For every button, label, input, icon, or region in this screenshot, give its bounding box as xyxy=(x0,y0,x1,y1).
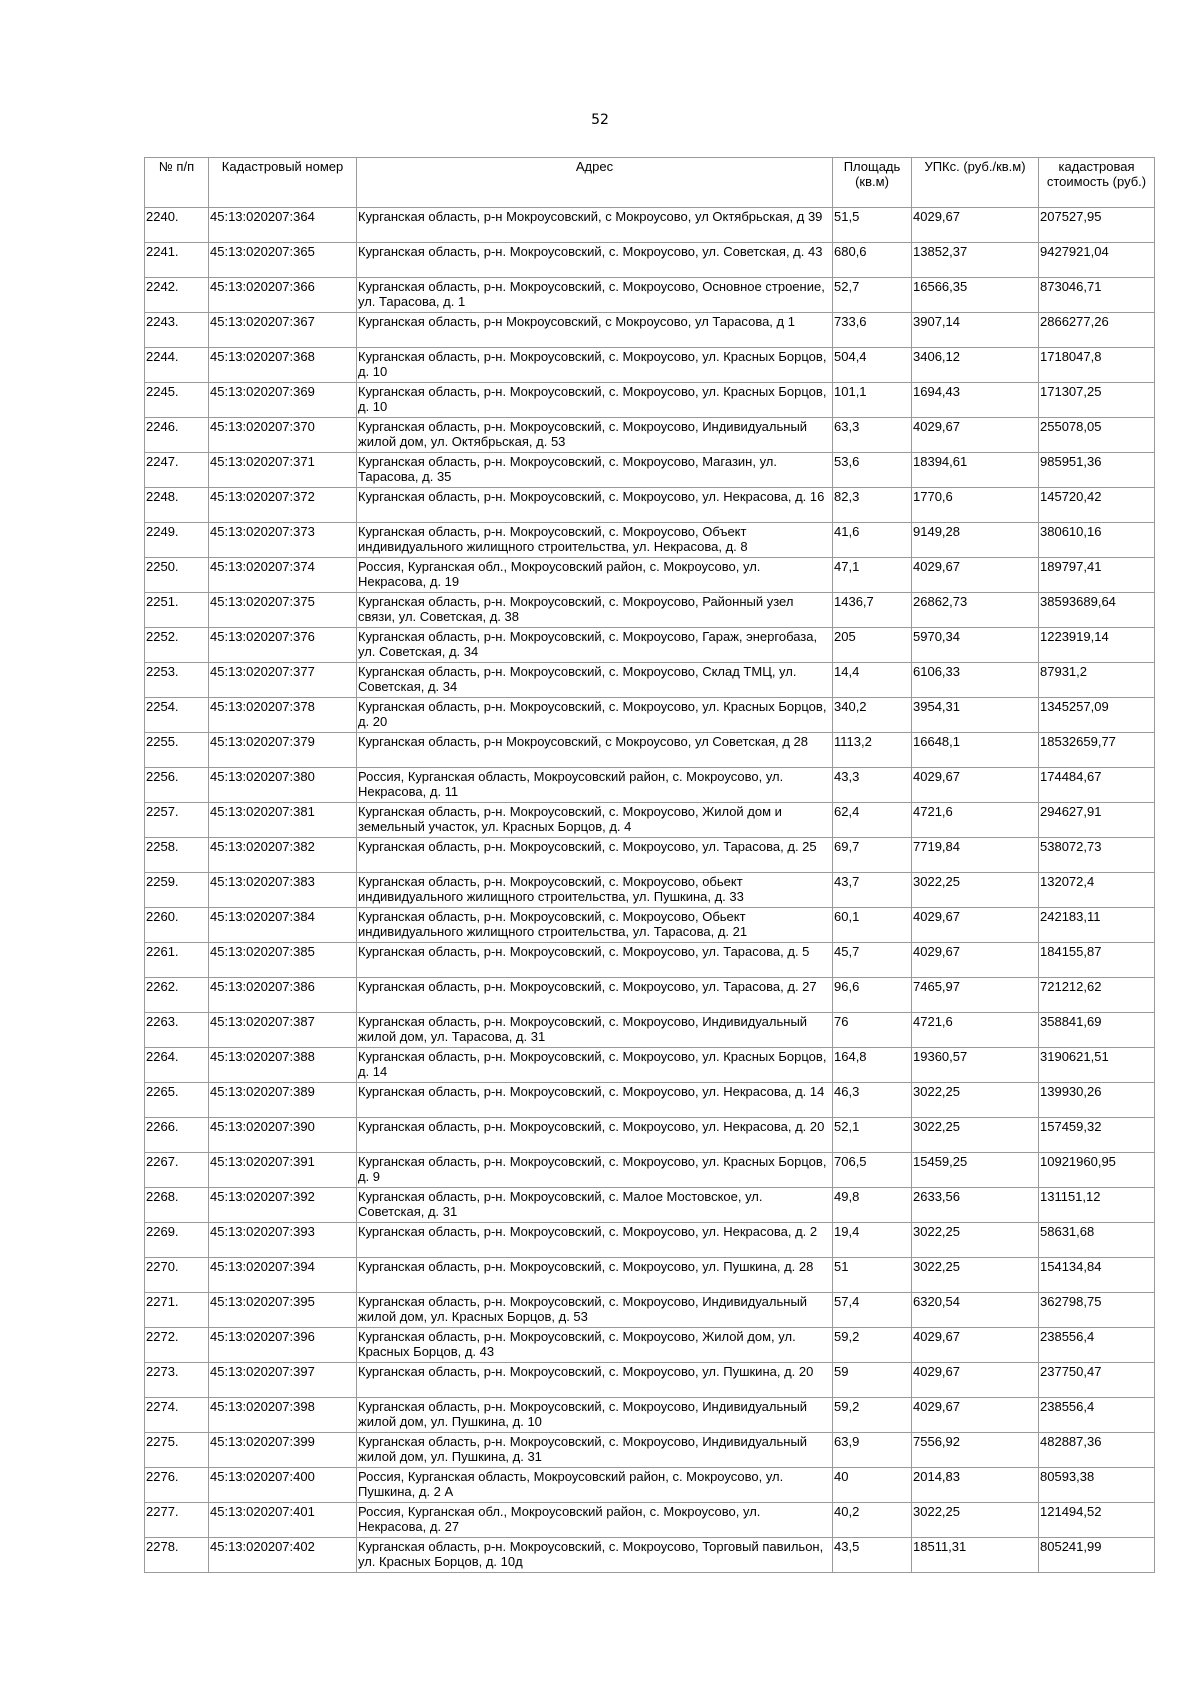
cell-area: 45,7 xyxy=(833,943,912,978)
cell-num: 2250. xyxy=(145,558,209,593)
cell-num: 2267. xyxy=(145,1153,209,1188)
table-row xyxy=(145,558,1155,593)
cell-num: 2246. xyxy=(145,418,209,453)
table-row xyxy=(145,348,1155,383)
cell-cadastral-number: 45:13:020207:372 xyxy=(209,488,357,523)
cell-address: Курганская область, р-н. Мокроусовский, с. Мокроусово, Районный узел связи, ул. Советская, д. 38 xyxy=(357,593,833,628)
cell-cadastral-cost: 482887,36 xyxy=(1039,1433,1155,1468)
cell-area: 69,7 xyxy=(833,838,912,873)
cell-address: Курганская область, р-н. Мокроусовский, с. Мокроусово, Магазин, ул. Тарасова, д. 35 xyxy=(357,453,833,488)
cell-upks: 13852,37 xyxy=(912,243,1039,278)
table-row xyxy=(145,733,1155,768)
cell-address: Курганская область, р-н Мокроусовский, с Мокроусово, ул Октябрьская, д 39 xyxy=(357,208,833,243)
cell-cadastral-cost: 538072,73 xyxy=(1039,838,1155,873)
cell-cadastral-number: 45:13:020207:376 xyxy=(209,628,357,663)
cell-upks: 3022,25 xyxy=(912,1118,1039,1153)
cell-cadastral-cost: 171307,25 xyxy=(1039,383,1155,418)
cell-upks: 7719,84 xyxy=(912,838,1039,873)
cell-area: 76 xyxy=(833,1013,912,1048)
cell-num: 2271. xyxy=(145,1293,209,1328)
cell-num: 2262. xyxy=(145,978,209,1013)
cell-cadastral-cost: 9427921,04 xyxy=(1039,243,1155,278)
cell-address: Курганская область, р-н. Мокроусовский, с. Мокроусово, Индивидуальный жилой дом, ул. Красных Борцов, д. 53 xyxy=(357,1293,833,1328)
cell-num: 2251. xyxy=(145,593,209,628)
cell-upks: 3954,31 xyxy=(912,698,1039,733)
cell-num: 2270. xyxy=(145,1258,209,1293)
cell-upks: 3022,25 xyxy=(912,1258,1039,1293)
cell-upks: 7465,97 xyxy=(912,978,1039,1013)
cell-upks: 4029,67 xyxy=(912,768,1039,803)
cell-upks: 4029,67 xyxy=(912,208,1039,243)
cell-area: 733,6 xyxy=(833,313,912,348)
cell-upks: 3022,25 xyxy=(912,1083,1039,1118)
cell-cadastral-cost: 985951,36 xyxy=(1039,453,1155,488)
cell-address: Курганская область, р-н Мокроусовский, с Мокроусово, ул Тарасова, д 1 xyxy=(357,313,833,348)
cell-address: Курганская область, р-н. Мокроусовский, с. Малое Мостовское, ул. Советская, д. 31 xyxy=(357,1188,833,1223)
cell-address: Курганская область, р-н. Мокроусовский, с. Мокроусово, ул. Пушкина, д. 28 xyxy=(357,1258,833,1293)
table-row xyxy=(145,698,1155,733)
cell-area: 1113,2 xyxy=(833,733,912,768)
cell-num: 2249. xyxy=(145,523,209,558)
table-body xyxy=(145,208,1155,1573)
cell-upks: 1694,43 xyxy=(912,383,1039,418)
cell-address: Курганская область, р-н. Мокроусовский, с. Мокроусово, Гараж, энергобаза, ул. Советская, д. 34 xyxy=(357,628,833,663)
page-number: 52 xyxy=(591,112,609,128)
cell-cadastral-cost: 362798,75 xyxy=(1039,1293,1155,1328)
cell-area: 46,3 xyxy=(833,1083,912,1118)
cell-cadastral-number: 45:13:020207:383 xyxy=(209,873,357,908)
cell-cadastral-number: 45:13:020207:401 xyxy=(209,1503,357,1538)
cell-address: Курганская область, р-н. Мокроусовский, с. Мокроусово, ул. Некрасова, д. 2 xyxy=(357,1223,833,1258)
cell-address: Курганская область, р-н. Мокроусовский, с. Мокроусово, ул. Некрасова, д. 16 xyxy=(357,488,833,523)
cell-cadastral-number: 45:13:020207:387 xyxy=(209,1013,357,1048)
cell-cadastral-number: 45:13:020207:399 xyxy=(209,1433,357,1468)
cell-num: 2276. xyxy=(145,1468,209,1503)
cell-upks: 19360,57 xyxy=(912,1048,1039,1083)
cell-num: 2260. xyxy=(145,908,209,943)
cell-cadastral-number: 45:13:020207:371 xyxy=(209,453,357,488)
cell-num: 2259. xyxy=(145,873,209,908)
cell-area: 57,4 xyxy=(833,1293,912,1328)
cell-num: 2272. xyxy=(145,1328,209,1363)
cell-address: Курганская область, р-н. Мокроусовский, с. Мокроусово, ул. Тарасова, д. 27 xyxy=(357,978,833,1013)
cell-cadastral-number: 45:13:020207:395 xyxy=(209,1293,357,1328)
table-row xyxy=(145,1433,1155,1468)
table-row xyxy=(145,1363,1155,1398)
cell-cadastral-cost: 237750,47 xyxy=(1039,1363,1155,1398)
table-row xyxy=(145,1188,1155,1223)
cell-cadastral-cost: 58631,68 xyxy=(1039,1223,1155,1258)
cell-address: Россия, Курганская обл., Мокроусовский район, с. Мокроусово, ул. Некрасова, д. 27 xyxy=(357,1503,833,1538)
cell-area: 14,4 xyxy=(833,663,912,698)
cell-upks: 3022,25 xyxy=(912,1503,1039,1538)
cell-area: 43,3 xyxy=(833,768,912,803)
cell-cadastral-number: 45:13:020207:402 xyxy=(209,1538,357,1573)
cell-address: Курганская область, р-н. Мокроусовский, с. Мокроусово, ул. Тарасова, д. 25 xyxy=(357,838,833,873)
cell-address: Курганская область, р-н. Мокроусовский, с. Мокроусово, ул. Некрасова, д. 20 xyxy=(357,1118,833,1153)
cell-cadastral-number: 45:13:020207:368 xyxy=(209,348,357,383)
cell-address: Курганская область, р-н. Мокроусовский, с. Мокроусово, Основное строение, ул. Тарасова, д. 1 xyxy=(357,278,833,313)
cell-upks: 3907,14 xyxy=(912,313,1039,348)
cell-upks: 15459,25 xyxy=(912,1153,1039,1188)
cell-upks: 4029,67 xyxy=(912,558,1039,593)
cell-cadastral-number: 45:13:020207:388 xyxy=(209,1048,357,1083)
cell-address: Курганская область, р-н. Мокроусовский, с. Мокроусово, ул. Пушкина, д. 20 xyxy=(357,1363,833,1398)
cell-area: 52,1 xyxy=(833,1118,912,1153)
cell-address: Курганская область, р-н. Мокроусовский, с. Мокроусово, ул. Красных Борцов, д. 20 xyxy=(357,698,833,733)
cell-num: 2273. xyxy=(145,1363,209,1398)
cell-cadastral-number: 45:13:020207:369 xyxy=(209,383,357,418)
cell-num: 2268. xyxy=(145,1188,209,1223)
table-row xyxy=(145,488,1155,523)
cell-cadastral-number: 45:13:020207:380 xyxy=(209,768,357,803)
cell-address: Курганская область, р-н. Мокроусовский, с. Мокроусово, ул. Красных Борцов, д. 10 xyxy=(357,348,833,383)
cell-cadastral-number: 45:13:020207:400 xyxy=(209,1468,357,1503)
cell-num: 2274. xyxy=(145,1398,209,1433)
cell-cadastral-cost: 174484,67 xyxy=(1039,768,1155,803)
cell-cadastral-cost: 121494,52 xyxy=(1039,1503,1155,1538)
cell-upks: 4721,6 xyxy=(912,803,1039,838)
cell-area: 59 xyxy=(833,1363,912,1398)
cell-area: 96,6 xyxy=(833,978,912,1013)
cell-area: 52,7 xyxy=(833,278,912,313)
cell-address: Курганская область, р-н. Мокроусовский, с. Мокроусово, Жилой дом, ул. Красных Борцов, д. 43 xyxy=(357,1328,833,1363)
cell-cadastral-cost: 805241,99 xyxy=(1039,1538,1155,1573)
cell-cadastral-number: 45:13:020207:393 xyxy=(209,1223,357,1258)
cell-cadastral-cost: 139930,26 xyxy=(1039,1083,1155,1118)
cell-address: Курганская область, р-н. Мокроусовский, с. Мокроусово, ул. Красных Борцов, д. 14 xyxy=(357,1048,833,1083)
cell-num: 2264. xyxy=(145,1048,209,1083)
cell-upks: 4029,67 xyxy=(912,1398,1039,1433)
cell-cadastral-number: 45:13:020207:375 xyxy=(209,593,357,628)
cell-address: Россия, Курганская обл., Мокроусовский район, с. Мокроусово, ул. Некрасова, д. 19 xyxy=(357,558,833,593)
cell-cadastral-number: 45:13:020207:378 xyxy=(209,698,357,733)
table-row xyxy=(145,1153,1155,1188)
cell-upks: 1770,6 xyxy=(912,488,1039,523)
cell-cadastral-cost: 18532659,77 xyxy=(1039,733,1155,768)
table-row xyxy=(145,628,1155,663)
cell-address: Курганская область, р-н. Мокроусовский, с. Мокроусово, Объект индивидуального жилищного строительства, ул. Некрасова, д. 8 xyxy=(357,523,833,558)
table-row xyxy=(145,593,1155,628)
cell-area: 59,2 xyxy=(833,1398,912,1433)
cell-num: 2266. xyxy=(145,1118,209,1153)
cell-upks: 26862,73 xyxy=(912,593,1039,628)
cell-upks: 2014,83 xyxy=(912,1468,1039,1503)
cell-area: 51 xyxy=(833,1258,912,1293)
cell-address: Курганская область, р-н. Мокроусовский, с. Мокроусово, Торговый павильон, ул. Красных Борцов, д. 10д xyxy=(357,1538,833,1573)
cell-cadastral-cost: 873046,71 xyxy=(1039,278,1155,313)
table-row xyxy=(145,278,1155,313)
cell-cadastral-number: 45:13:020207:392 xyxy=(209,1188,357,1223)
table-row xyxy=(145,663,1155,698)
cell-upks: 4721,6 xyxy=(912,1013,1039,1048)
cell-cadastral-number: 45:13:020207:390 xyxy=(209,1118,357,1153)
cell-cadastral-number: 45:13:020207:382 xyxy=(209,838,357,873)
cell-upks: 6320,54 xyxy=(912,1293,1039,1328)
cell-cadastral-number: 45:13:020207:396 xyxy=(209,1328,357,1363)
table-row xyxy=(145,908,1155,943)
cell-upks: 5970,34 xyxy=(912,628,1039,663)
cell-address: Курганская область, р-н. Мокроусовский, с. Мокроусово, ул. Некрасова, д. 14 xyxy=(357,1083,833,1118)
cell-cadastral-number: 45:13:020207:386 xyxy=(209,978,357,1013)
cell-upks: 7556,92 xyxy=(912,1433,1039,1468)
cell-cadastral-number: 45:13:020207:377 xyxy=(209,663,357,698)
cell-cadastral-cost: 184155,87 xyxy=(1039,943,1155,978)
cell-address: Курганская область, р-н. Мокроусовский, с. Мокроусово, Обьект индивидуального жилищного строительства, ул. Тарасова, д. 21 xyxy=(357,908,833,943)
cell-cadastral-cost: 1718047,8 xyxy=(1039,348,1155,383)
cell-cadastral-cost: 1223919,14 xyxy=(1039,628,1155,663)
cell-area: 47,1 xyxy=(833,558,912,593)
cell-area: 1436,7 xyxy=(833,593,912,628)
cell-cadastral-number: 45:13:020207:384 xyxy=(209,908,357,943)
cell-num: 2252. xyxy=(145,628,209,663)
table-row xyxy=(145,1013,1155,1048)
cell-num: 2248. xyxy=(145,488,209,523)
cell-cadastral-cost: 132072,4 xyxy=(1039,873,1155,908)
cell-cadastral-number: 45:13:020207:389 xyxy=(209,1083,357,1118)
cell-cadastral-cost: 238556,4 xyxy=(1039,1398,1155,1433)
cell-cadastral-cost: 255078,05 xyxy=(1039,418,1155,453)
cell-area: 82,3 xyxy=(833,488,912,523)
cell-address: Курганская область, р-н. Мокроусовский, с. Мокроусово, Индивидуальный жилой дом, ул. Пушкина, д. 31 xyxy=(357,1433,833,1468)
header-cadastral-cost: кадастровая стоимость (руб.) xyxy=(1039,158,1155,208)
cell-area: 19,4 xyxy=(833,1223,912,1258)
cell-area: 680,6 xyxy=(833,243,912,278)
cell-num: 2240. xyxy=(145,208,209,243)
cell-area: 51,5 xyxy=(833,208,912,243)
cell-cadastral-cost: 80593,38 xyxy=(1039,1468,1155,1503)
cell-cadastral-number: 45:13:020207:391 xyxy=(209,1153,357,1188)
cell-upks: 16566,35 xyxy=(912,278,1039,313)
cell-area: 63,3 xyxy=(833,418,912,453)
cell-address: Россия, Курганская область, Мокроусовский район, с. Мокроусово, ул. Некрасова, д. 11 xyxy=(357,768,833,803)
cell-address: Курганская область, р-н Мокроусовский, с Мокроусово, ул Советская, д 28 xyxy=(357,733,833,768)
cell-address: Курганская область, р-н. Мокроусовский, с. Мокроусово, Индивидуальный жилой дом, ул. Октябрьская, д. 53 xyxy=(357,418,833,453)
cell-cadastral-cost: 87931,2 xyxy=(1039,663,1155,698)
cell-cadastral-cost: 358841,69 xyxy=(1039,1013,1155,1048)
cell-upks: 6106,33 xyxy=(912,663,1039,698)
table-row xyxy=(145,383,1155,418)
cell-area: 164,8 xyxy=(833,1048,912,1083)
cell-num: 2257. xyxy=(145,803,209,838)
cell-upks: 3022,25 xyxy=(912,1223,1039,1258)
cell-cadastral-cost: 2866277,26 xyxy=(1039,313,1155,348)
cell-cadastral-number: 45:13:020207:367 xyxy=(209,313,357,348)
cell-upks: 4029,67 xyxy=(912,908,1039,943)
header-area: Площадь (кв.м) xyxy=(833,158,912,208)
table-row xyxy=(145,873,1155,908)
cell-num: 2254. xyxy=(145,698,209,733)
cell-num: 2263. xyxy=(145,1013,209,1048)
table-row xyxy=(145,1398,1155,1433)
cell-area: 63,9 xyxy=(833,1433,912,1468)
table-row xyxy=(145,523,1155,558)
table-row xyxy=(145,1293,1155,1328)
header-address: Адрес xyxy=(357,158,833,208)
cell-cadastral-cost: 1345257,09 xyxy=(1039,698,1155,733)
cell-num: 2253. xyxy=(145,663,209,698)
cell-area: 40 xyxy=(833,1468,912,1503)
table-row xyxy=(145,453,1155,488)
cell-cadastral-cost: 207527,95 xyxy=(1039,208,1155,243)
cell-area: 340,2 xyxy=(833,698,912,733)
table-row xyxy=(145,1468,1155,1503)
cell-cadastral-cost: 380610,16 xyxy=(1039,523,1155,558)
table-row xyxy=(145,1503,1155,1538)
cell-area: 62,4 xyxy=(833,803,912,838)
cell-upks: 4029,67 xyxy=(912,1328,1039,1363)
cell-cadastral-cost: 3190621,51 xyxy=(1039,1048,1155,1083)
cell-area: 205 xyxy=(833,628,912,663)
cell-cadastral-number: 45:13:020207:370 xyxy=(209,418,357,453)
cell-upks: 4029,67 xyxy=(912,418,1039,453)
cell-area: 59,2 xyxy=(833,1328,912,1363)
cell-num: 2241. xyxy=(145,243,209,278)
cell-area: 41,6 xyxy=(833,523,912,558)
cell-num: 2242. xyxy=(145,278,209,313)
table-row xyxy=(145,1118,1155,1153)
cell-area: 43,5 xyxy=(833,1538,912,1573)
cell-cadastral-number: 45:13:020207:394 xyxy=(209,1258,357,1293)
header-row xyxy=(145,158,1155,208)
cell-num: 2277. xyxy=(145,1503,209,1538)
cell-cadastral-cost: 157459,32 xyxy=(1039,1118,1155,1153)
cell-cadastral-cost: 131151,12 xyxy=(1039,1188,1155,1223)
table-row xyxy=(145,313,1155,348)
table-row xyxy=(145,208,1155,243)
table-row xyxy=(145,1223,1155,1258)
cell-address: Курганская область, р-н. Мокроусовский, с. Мокроусово, ул. Красных Борцов, д. 10 xyxy=(357,383,833,418)
cell-area: 101,1 xyxy=(833,383,912,418)
cell-num: 2256. xyxy=(145,768,209,803)
cell-upks: 4029,67 xyxy=(912,943,1039,978)
table-row xyxy=(145,803,1155,838)
cell-num: 2265. xyxy=(145,1083,209,1118)
cell-cadastral-cost: 238556,4 xyxy=(1039,1328,1155,1363)
cell-cadastral-number: 45:13:020207:366 xyxy=(209,278,357,313)
cadastral-table xyxy=(144,157,1155,1573)
cell-num: 2244. xyxy=(145,348,209,383)
cell-cadastral-cost: 242183,11 xyxy=(1039,908,1155,943)
cell-cadastral-cost: 721212,62 xyxy=(1039,978,1155,1013)
cell-cadastral-cost: 145720,42 xyxy=(1039,488,1155,523)
table-row xyxy=(145,978,1155,1013)
cell-area: 43,7 xyxy=(833,873,912,908)
header-num: № п/п xyxy=(145,158,209,208)
cell-cadastral-cost: 154134,84 xyxy=(1039,1258,1155,1293)
cell-upks: 2633,56 xyxy=(912,1188,1039,1223)
cell-cadastral-cost: 189797,41 xyxy=(1039,558,1155,593)
cell-cadastral-number: 45:13:020207:398 xyxy=(209,1398,357,1433)
table-row xyxy=(145,768,1155,803)
cell-num: 2261. xyxy=(145,943,209,978)
cell-num: 2245. xyxy=(145,383,209,418)
table-row xyxy=(145,943,1155,978)
cell-area: 53,6 xyxy=(833,453,912,488)
cell-address: Россия, Курганская область, Мокроусовский район, с. Мокроусово, ул. Пушкина, д. 2 А xyxy=(357,1468,833,1503)
cell-upks: 18511,31 xyxy=(912,1538,1039,1573)
cell-num: 2243. xyxy=(145,313,209,348)
table-row xyxy=(145,1538,1155,1573)
cell-address: Курганская область, р-н. Мокроусовский, с. Мокроусово, ул. Красных Борцов, д. 9 xyxy=(357,1153,833,1188)
cell-upks: 9149,28 xyxy=(912,523,1039,558)
header-upks: УПКс. (руб./кв.м) xyxy=(912,158,1039,208)
cell-address: Курганская область, р-н. Мокроусовский, с. Мокроусово, Склад ТМЦ, ул. Советская, д. 34 xyxy=(357,663,833,698)
cell-area: 706,5 xyxy=(833,1153,912,1188)
cell-address: Курганская область, р-н. Мокроусовский, с. Мокроусово, ул. Тарасова, д. 5 xyxy=(357,943,833,978)
cell-cadastral-number: 45:13:020207:381 xyxy=(209,803,357,838)
cell-num: 2247. xyxy=(145,453,209,488)
cell-area: 40,2 xyxy=(833,1503,912,1538)
cell-cadastral-number: 45:13:020207:379 xyxy=(209,733,357,768)
table-row xyxy=(145,1258,1155,1293)
header-cadastral-number: Кадастровый номер xyxy=(209,158,357,208)
cell-cadastral-number: 45:13:020207:364 xyxy=(209,208,357,243)
cell-cadastral-number: 45:13:020207:365 xyxy=(209,243,357,278)
cell-upks: 16648,1 xyxy=(912,733,1039,768)
table-row xyxy=(145,1328,1155,1363)
table-row xyxy=(145,243,1155,278)
cell-cadastral-number: 45:13:020207:374 xyxy=(209,558,357,593)
cell-cadastral-cost: 294627,91 xyxy=(1039,803,1155,838)
cell-num: 2278. xyxy=(145,1538,209,1573)
cell-address: Курганская область, р-н. Мокроусовский, с. Мокроусово, Жилой дом и земельный участок, ул. Красных Борцов, д. 4 xyxy=(357,803,833,838)
cell-address: Курганская область, р-н. Мокроусовский, с. Мокроусово, обьект индивидуального жилищного строительства, ул. Пушкина, д. 33 xyxy=(357,873,833,908)
cell-area: 504,4 xyxy=(833,348,912,383)
cell-num: 2255. xyxy=(145,733,209,768)
cell-cadastral-number: 45:13:020207:397 xyxy=(209,1363,357,1398)
table-row xyxy=(145,418,1155,453)
cell-upks: 18394,61 xyxy=(912,453,1039,488)
cell-address: Курганская область, р-н. Мокроусовский, с. Мокроусово, Индивидуальный жилой дом, ул. Пушкина, д. 10 xyxy=(357,1398,833,1433)
cell-address: Курганская область, р-н. Мокроусовский, с. Мокроусово, Индивидуальный жилой дом, ул. Тарасова, д. 31 xyxy=(357,1013,833,1048)
cell-cadastral-cost: 10921960,95 xyxy=(1039,1153,1155,1188)
cell-num: 2269. xyxy=(145,1223,209,1258)
cell-address: Курганская область, р-н. Мокроусовский, с. Мокроусово, ул. Советская, д. 43 xyxy=(357,243,833,278)
cell-area: 49,8 xyxy=(833,1188,912,1223)
cell-upks: 3406,12 xyxy=(912,348,1039,383)
table-row xyxy=(145,1083,1155,1118)
cell-cadastral-number: 45:13:020207:373 xyxy=(209,523,357,558)
cell-num: 2275. xyxy=(145,1433,209,1468)
cell-upks: 3022,25 xyxy=(912,873,1039,908)
cell-area: 60,1 xyxy=(833,908,912,943)
cell-upks: 4029,67 xyxy=(912,1363,1039,1398)
cell-cadastral-number: 45:13:020207:385 xyxy=(209,943,357,978)
table-row xyxy=(145,838,1155,873)
cell-cadastral-cost: 38593689,64 xyxy=(1039,593,1155,628)
table-row xyxy=(145,1048,1155,1083)
cell-num: 2258. xyxy=(145,838,209,873)
